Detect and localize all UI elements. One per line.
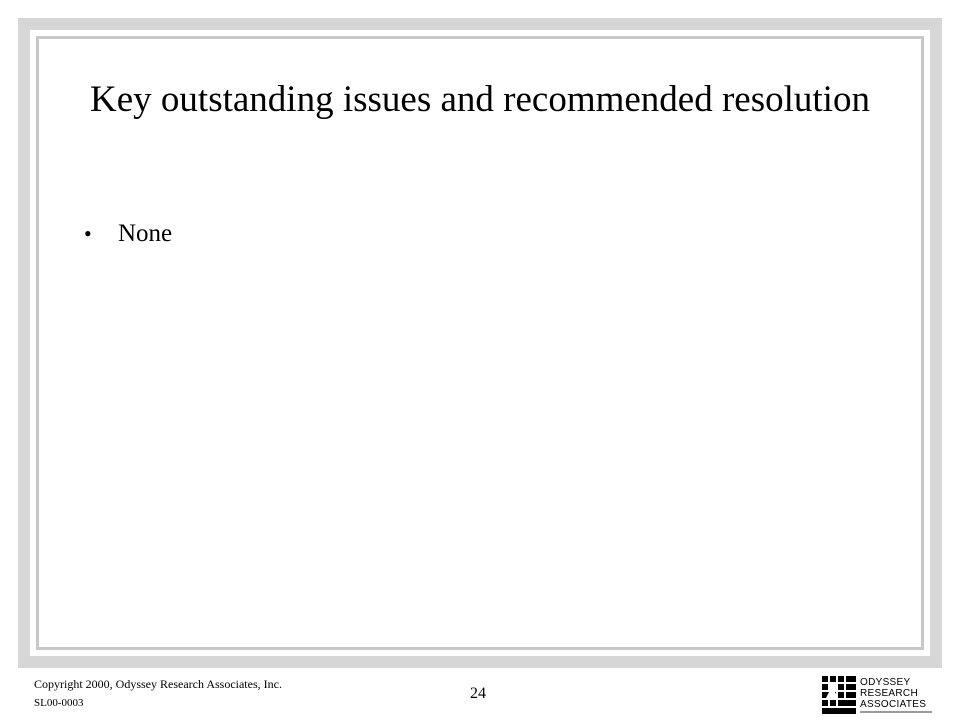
slide-frame-inner [36, 36, 924, 650]
page-number: 24 [470, 685, 486, 702]
logo-wordmark [860, 677, 926, 710]
logo-line-3: ASSOCIATES [860, 699, 927, 710]
bullet-item [84, 216, 172, 252]
bullet-icon: • [84, 221, 92, 246]
bullet-list [84, 216, 172, 252]
copyright-notice: Copyright 2000, Odyssey Research Associates, Inc. [34, 677, 282, 691]
company-logo [822, 676, 932, 716]
logo-line-2: RESEARCH [860, 688, 918, 699]
bullet-text: None [118, 220, 173, 247]
document-id: SL00-0003 [34, 697, 84, 709]
odyssey-logo-icon [822, 676, 856, 716]
slide-title: Key outstanding issues and recommended resolution [90, 79, 870, 120]
logo-line-1: ODYSSEY [860, 677, 911, 688]
logo-tagline-bar [860, 711, 932, 713]
